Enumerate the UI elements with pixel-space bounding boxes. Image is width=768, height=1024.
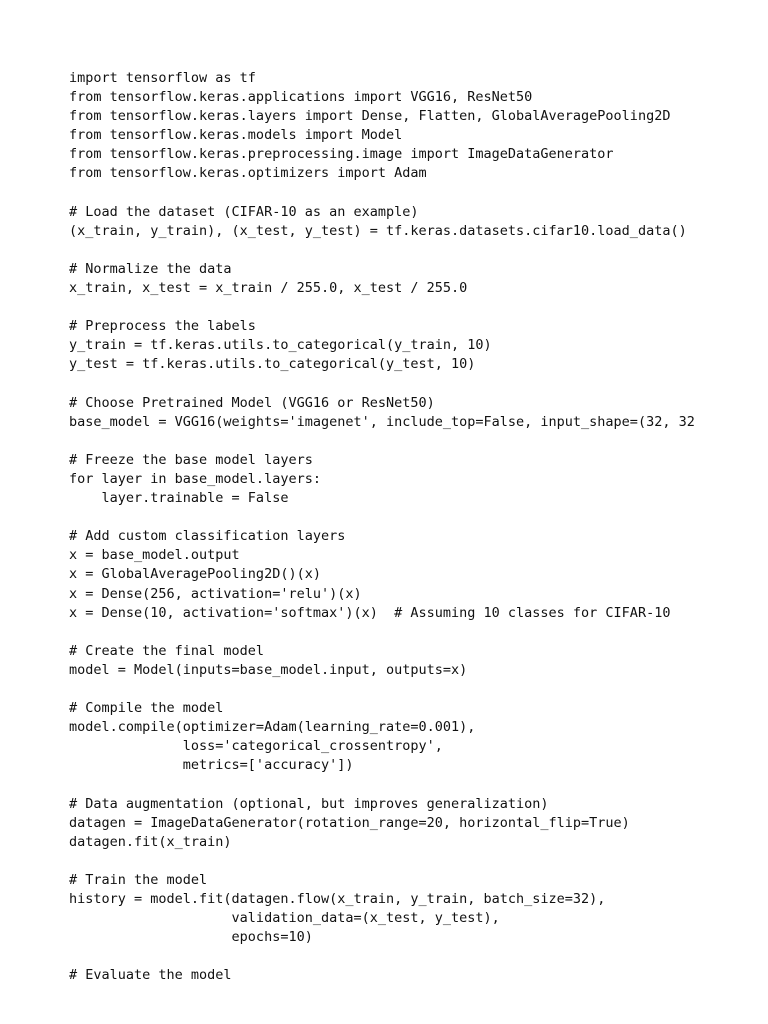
code-line: # Preprocess the labels [69, 318, 256, 335]
code-line: # Load the dataset (CIFAR-10 as an example) [69, 203, 419, 220]
code-line [69, 241, 729, 260]
code-line [69, 775, 729, 794]
code-line: x = Dense(256, activation='relu')(x) [69, 585, 362, 602]
code-line: x = Dense(10, activation='softmax')(x) # Assuming 10 classes for CIFAR-10 [69, 604, 671, 621]
code-line: validation_data=(x_test, y_test), [69, 910, 500, 927]
code-line: for layer in base_model.layers: [69, 470, 321, 487]
code-line: epochs=10) [69, 929, 313, 946]
code-line [69, 623, 729, 642]
code-line: # Train the model [69, 871, 208, 888]
code-line [69, 184, 729, 203]
code-line: x = GlobalAveragePooling2D()(x) [69, 566, 321, 583]
code-line: model.compile(optimizer=Adam(learning_rate=0.001), [69, 719, 476, 736]
code-line: # Freeze the base model layers [69, 451, 313, 468]
code-line: import tensorflow as tf [69, 70, 256, 86]
code-line: y_test = tf.keras.utils.to_categorical(y_test, 10) [69, 356, 476, 373]
code-line: datagen.fit(x_train) [69, 833, 232, 850]
code-line [69, 432, 729, 451]
code-line [69, 298, 729, 317]
code-line: (x_train, y_train), (x_test, y_test) = tf.keras.datasets.cifar10.load_data() [69, 222, 687, 239]
code-line: # Normalize the data [69, 260, 232, 277]
code-line: from tensorflow.keras.layers import Dense, Flatten, GlobalAveragePooling2D [69, 108, 671, 125]
code-line: metrics=['accuracy']) [69, 757, 354, 774]
code-line: layer.trainable = False [69, 490, 289, 507]
code-line: # Create the final model [69, 642, 265, 659]
code-line [69, 375, 729, 394]
code-line: x = base_model.output [69, 547, 240, 564]
code-line [69, 680, 729, 699]
code-line: # Choose Pretrained Model (VGG16 or ResNet50) [69, 394, 435, 411]
code-line [69, 947, 729, 966]
code-line: from tensorflow.keras.models import Model [69, 127, 403, 144]
code-line: # Evaluate the model [69, 967, 232, 982]
code-line: loss='categorical_crossentropy', [69, 738, 443, 755]
code-line: from tensorflow.keras.applications import VGG16, ResNet50 [69, 89, 533, 106]
code-line: # Compile the model [69, 700, 224, 717]
code-line: from tensorflow.keras.optimizers import Adam [69, 165, 427, 182]
code-line: y_train = tf.keras.utils.to_categorical(y_train, 10) [69, 337, 492, 354]
code-line [69, 852, 729, 871]
code-block [69, 69, 729, 982]
code-line: # Data augmentation (optional, but improves generalization) [69, 795, 549, 812]
code-line [69, 508, 729, 527]
code-line: # Add custom classification layers [69, 528, 346, 545]
code-line: from tensorflow.keras.preprocessing.image import ImageDataGenerator [69, 146, 614, 163]
code-line: model = Model(inputs=base_model.input, outputs=x) [69, 661, 468, 678]
code-line: x_train, x_test = x_train / 255.0, x_test / 255.0 [69, 280, 468, 297]
code-line: history = model.fit(datagen.flow(x_train, y_train, batch_size=32), [69, 891, 606, 908]
code-line: datagen = ImageDataGenerator(rotation_range=20, horizontal_flip=True) [69, 814, 630, 831]
code-line: base_model = VGG16(weights='imagenet', include_top=False, input_shape=(32, 32 [69, 413, 695, 430]
